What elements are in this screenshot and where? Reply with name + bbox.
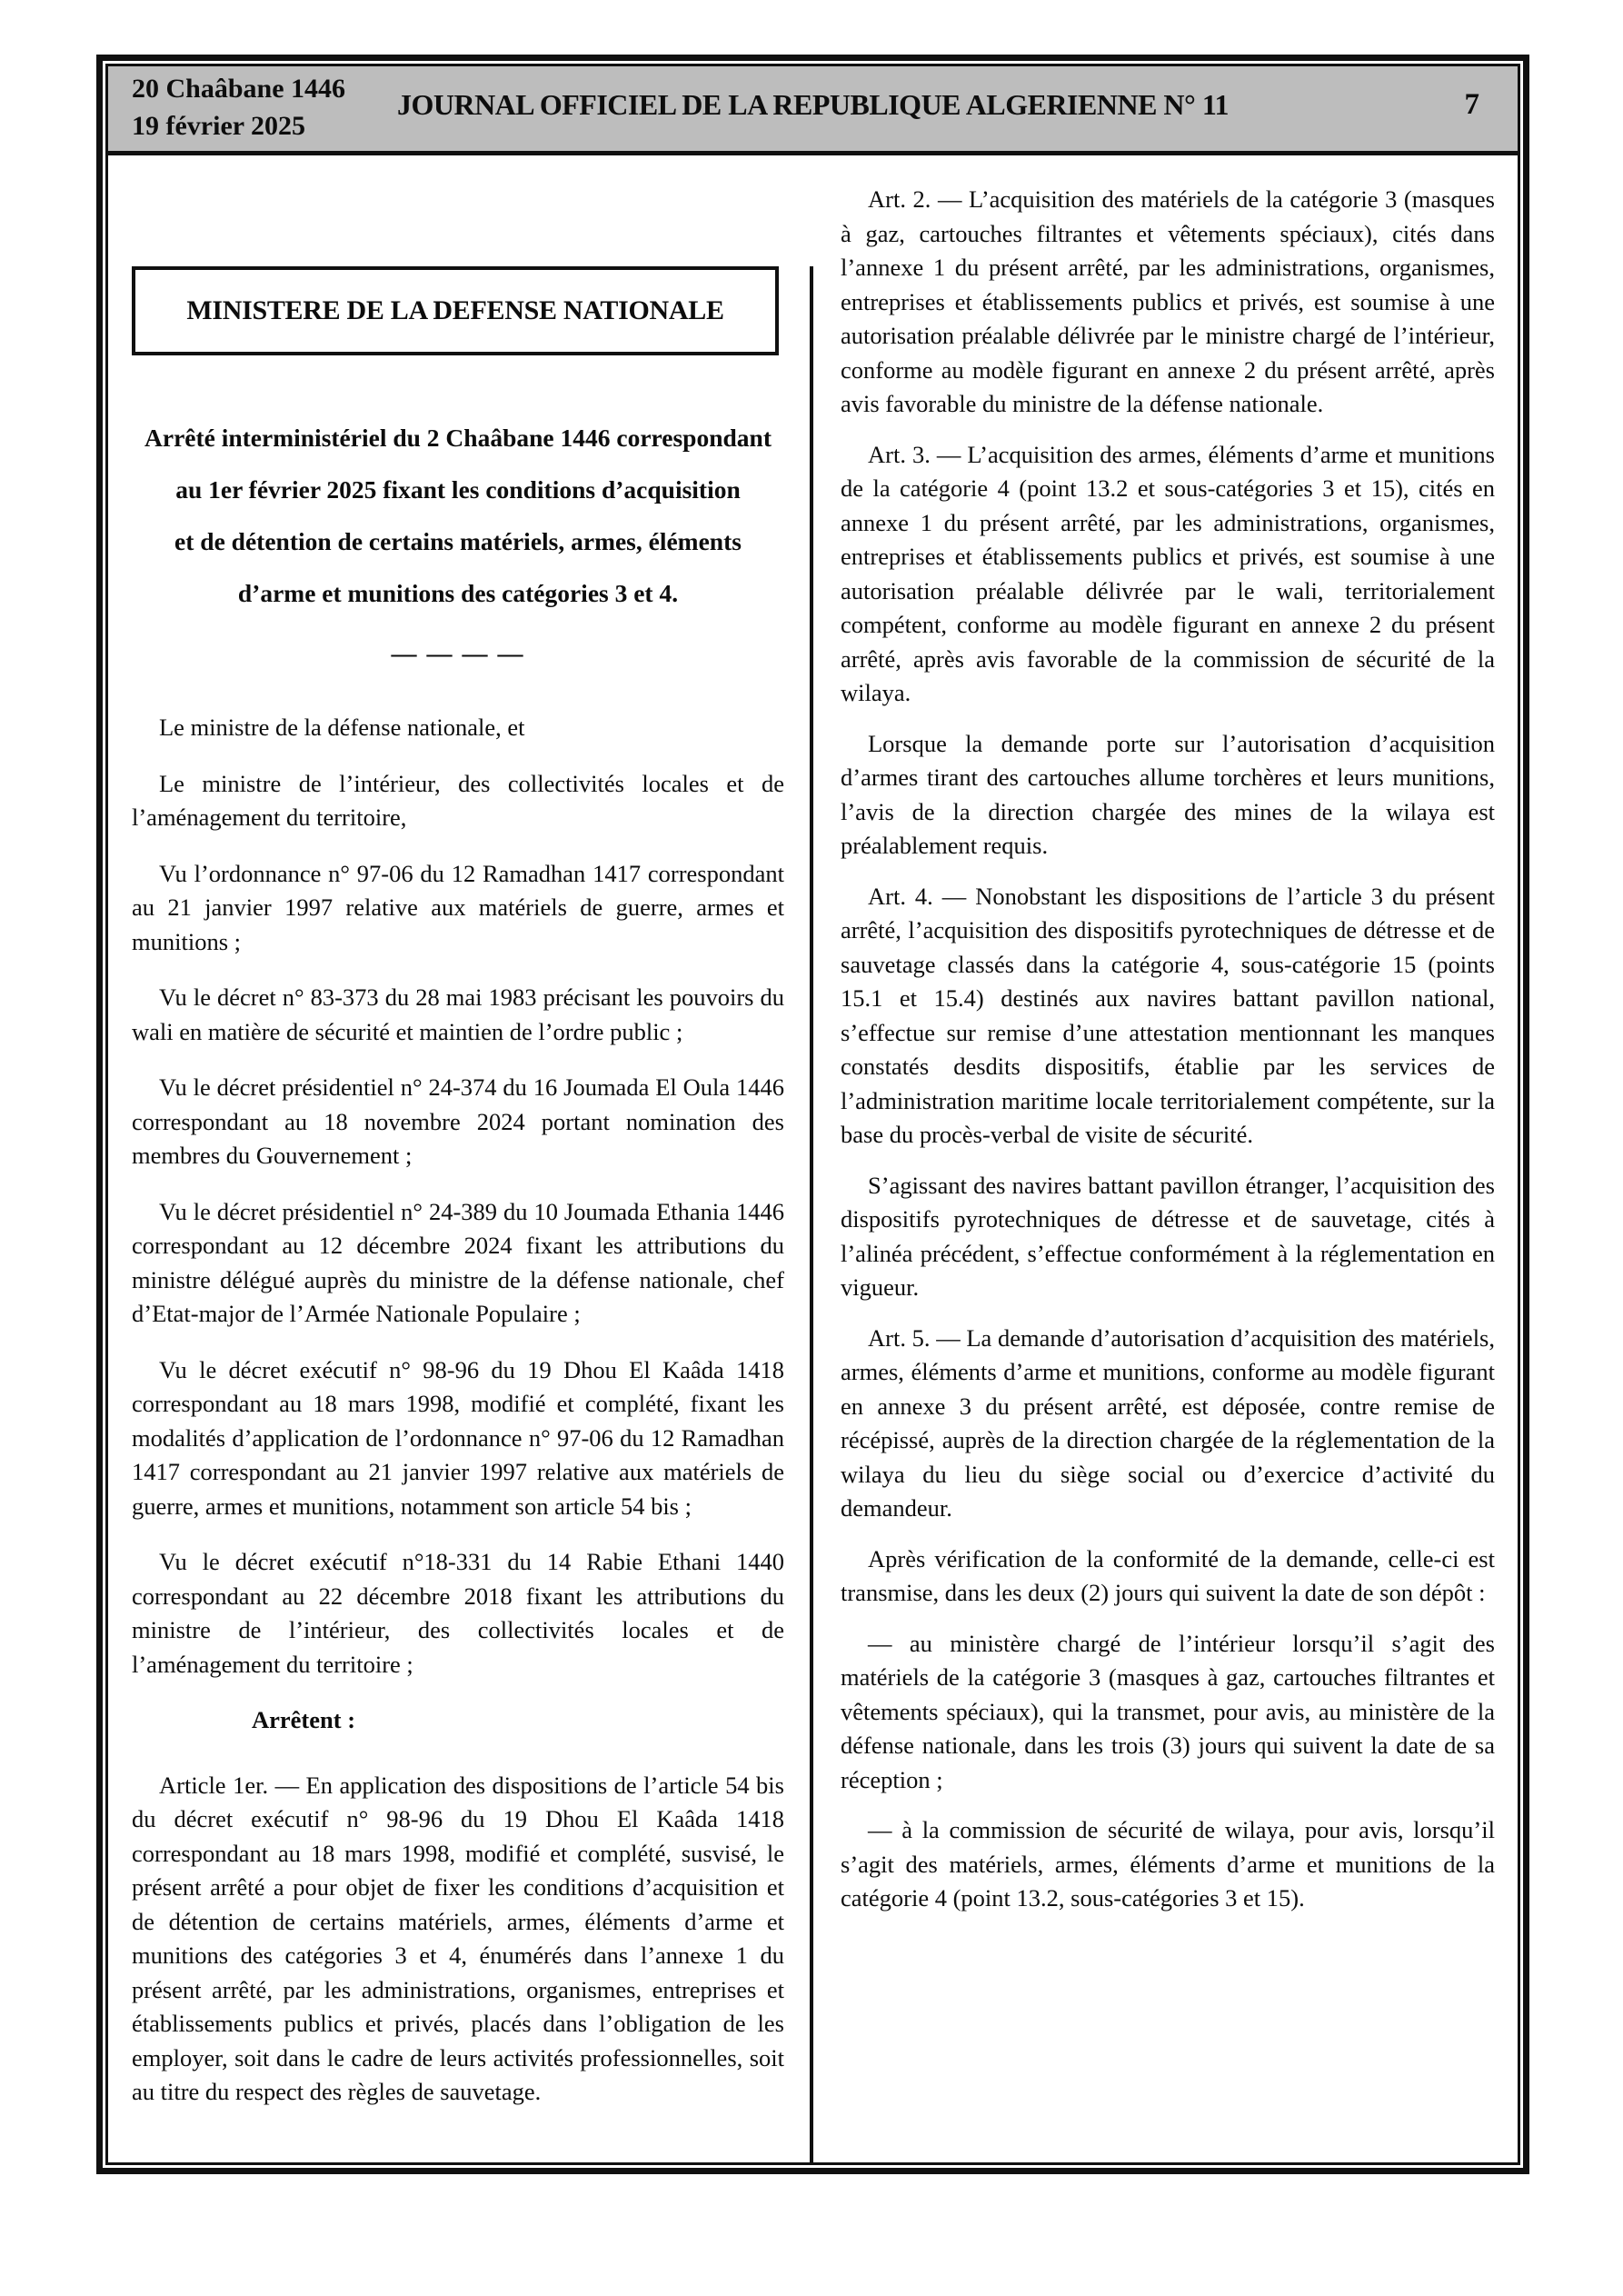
- right-column: [841, 183, 1495, 2165]
- dash-separator: — — — —: [391, 639, 525, 668]
- page-inner-frame: [105, 64, 1520, 2165]
- paragraph-article-3: Art. 3. — L’acquisition des armes, éléments d’arme et munitions de la catégorie 4 (point 13.2 et sous-catégories 3 et 15), cités en annexe 1 du présent arrêté, par les administrations, organismes, entreprises et établissements publics et privés, est soumise à une autorisation préalable délivrée par le wali, territorialement compétent, conforme au modèle figurant en annexe 2 du présent arrêté, après avis favorable de la commission de sécurité de la wilaya.: [841, 440, 1495, 706]
- journal-title: JOURNAL OFFICIEL DE LA REPUBLIQUE ALGERIENNE N° 11: [396, 88, 1230, 121]
- arretent-heading: Arrêtent :: [252, 1706, 356, 1733]
- decree-title-line: et de détention de certains matériels, armes, éléments: [174, 526, 742, 555]
- paragraph-tiret-ministere-interieur: — au ministère chargé de l’intérieur lorsqu’il s’agit des matériels de la catégorie 3 (masques à gaz, cartouches filtrantes et vêtements spéciaux), qui la transmet, pour avis, au ministère de la défense nationale, dans les trois (3) jours qui suivent la date de sa réception ;: [841, 1629, 1495, 1793]
- left-column: [132, 266, 784, 2165]
- column-divider-rule: [810, 266, 813, 2165]
- paragraph-visa-decret-24-389: Vu le décret présidentiel n° 24-389 du 10 Joumada Ethania 1446 correspondant au 12 décembre 2024 fixant les attributions du ministre délégué auprès du ministre de la défense nationale, chef d’Etat-major de l’Armée Nationale Populaire ;: [132, 1197, 784, 1327]
- page-outer-frame: [96, 55, 1529, 2174]
- page-number: 7: [1464, 88, 1479, 121]
- paragraph-visa-decret-98-96: Vu le décret exécutif n° 98-96 du 19 Dhou El Kaâda 1418 correspondant au 18 mars 1998, modifié et complété, fixant les modalités d’application de l’ordonnance n° 97-06 du 12 Ramadhan 1417 correspondant au 21 janvier 1997 relative aux matériels de guerre, armes et munitions, notamment son article 54 bis ;: [132, 1355, 784, 1520]
- paragraph-article-5: Art. 5. — La demande d’autorisation d’acquisition des matériels, armes, éléments d’arme et munitions, conforme au modèle figurant en annexe 3 du présent arrêté, est déposée, contre remise de récépissé, auprès de la direction chargée de la réglementation de la wilaya du lieu du siège social ou d’exercice d’activité du demandeur.: [841, 1323, 1495, 1522]
- journal-header-band: [108, 66, 1518, 155]
- header-date-hijri: 20 Chaâbane 1446: [132, 74, 346, 104]
- page-content: [108, 155, 1518, 2162]
- paragraph-article-5-alinea: Après vérification de la conformité de la demande, celle-ci est transmise, dans les deux (2) jours qui suivent la date de son dépôt :: [841, 1544, 1495, 1606]
- ministry-heading-box: MINISTERE DE LA DEFENSE NATIONALE: [132, 266, 779, 355]
- paragraph-visa-decret-83-373: Vu le décret n° 83-373 du 28 mai 1983 précisant les pouvoirs du wali en matière de sécurité et maintien de l’ordre public ;: [132, 983, 784, 1045]
- paragraph-tiret-commission-securite: — à la commission de sécurité de wilaya, pour avis, lorsqu’il s’agit des matériels, armes, éléments d’arme et munitions de la catégorie 4 (point 13.2, sous-catégories 3 et 15).: [841, 1816, 1495, 1912]
- decree-title-line: au 1er février 2025 fixant les conditions d’acquisition: [175, 474, 741, 504]
- paragraph-minister-defense: Le ministre de la défense nationale, et: [159, 714, 525, 741]
- paragraph-visa-ordonnance-97-06: Vu l’ordonnance n° 97-06 du 12 Ramadhan 1417 correspondant au 21 janvier 1997 relative aux matériels de guerre, armes et munitions ;: [132, 859, 784, 955]
- header-date-gregorian: 19 février 2025: [132, 111, 306, 141]
- paragraph-minister-interior: Le ministre de l’intérieur, des collectivités locales et de l’aménagement du territoire,: [132, 769, 784, 831]
- paragraph-visa-decret-24-374: Vu le décret présidentiel n° 24-374 du 16 Joumada El Oula 1446 correspondant au 18 novembre 2024 portant nomination des membres du Gouvernement ;: [132, 1073, 784, 1169]
- paragraph-article-3-alinea: Lorsque la demande porte sur l’autorisation d’acquisition d’armes tirant des cartouches allume torchères et leurs munitions, l’avis de la direction chargée des mines de la wilaya est préalablement requis.: [841, 729, 1495, 859]
- decree-title-line: Arrêté interministériel du 2 Chaâbane 1446 correspondant: [144, 423, 772, 452]
- paragraph-article-2: Art. 2. — L’acquisition des matériels de la catégorie 3 (masques à gaz, cartouches filtrantes et vêtements spéciaux), cités dans l’annexe 1 du présent arrêté, par les administrations, organismes, entreprises et établissements publics et privés, est soumise à une autorisation préalable délivrée par le ministre chargé de l’intérieur, conforme au modèle figurant en annexe 2 du présent arrêté, après avis favorable du ministre de la défense nationale.: [841, 185, 1495, 417]
- paragraph-article-4: Art. 4. — Nonobstant les dispositions de l’article 3 du présent arrêté, l’acquisition des dispositifs pyrotechniques de détresse et de sauvetage classés dans la catégorie 4, sous-catégorie 15 (points 15.1 et 15.4) destinés aux navires battant pavillon national, s’effectue sur remise d’une attestation mentionnant les manques constatés desdits dispositifs, établie par les services de l’administration maritime locale territorialement compétente, sur la base du procès-verbal de visite de sécurité.: [841, 882, 1495, 1148]
- paragraph-article-1: Article 1er. — En application des dispositions de l’article 54 bis du décret exécutif n° 98-96 du 19 Dhou El Kaâda 1418 correspondant au 18 mars 1998, modifié et complété, susvisé, le présent arrêté a pour objet de fixer les conditions d’acquisition et de détention de certains matériels, armes, éléments d’arme et munitions des catégories 3 et 4, énumérés dans l’annexe 1 du présent arrêté, par les administrations, organismes, entreprises et établissements publics et privés, placés dans l’obligation de les employer, soit dans le cadre de leurs activités professionnelles, soit au titre du respect des règles de sauvetage.: [132, 1771, 784, 2105]
- paragraph-article-4-alinea: S’agissant des navires battant pavillon étranger, l’acquisition des dispositifs pyrotechniques de détresse et de sauvetage, cités à l’alinéa précédent, s’effectue conformément à la réglementation en vigueur.: [841, 1171, 1495, 1301]
- paragraph-visa-decret-18-331: Vu le décret exécutif n°18-331 du 14 Rabie Ethani 1440 correspondant au 22 décembre 2018 fixant les attributions du ministre de l’intérieur, des collectivités locales et de l’aménagement du territoire ;: [132, 1548, 784, 1678]
- decree-title-line: d’arme et munitions des catégories 3 et 4.: [237, 578, 679, 607]
- decree-title: [132, 412, 784, 619]
